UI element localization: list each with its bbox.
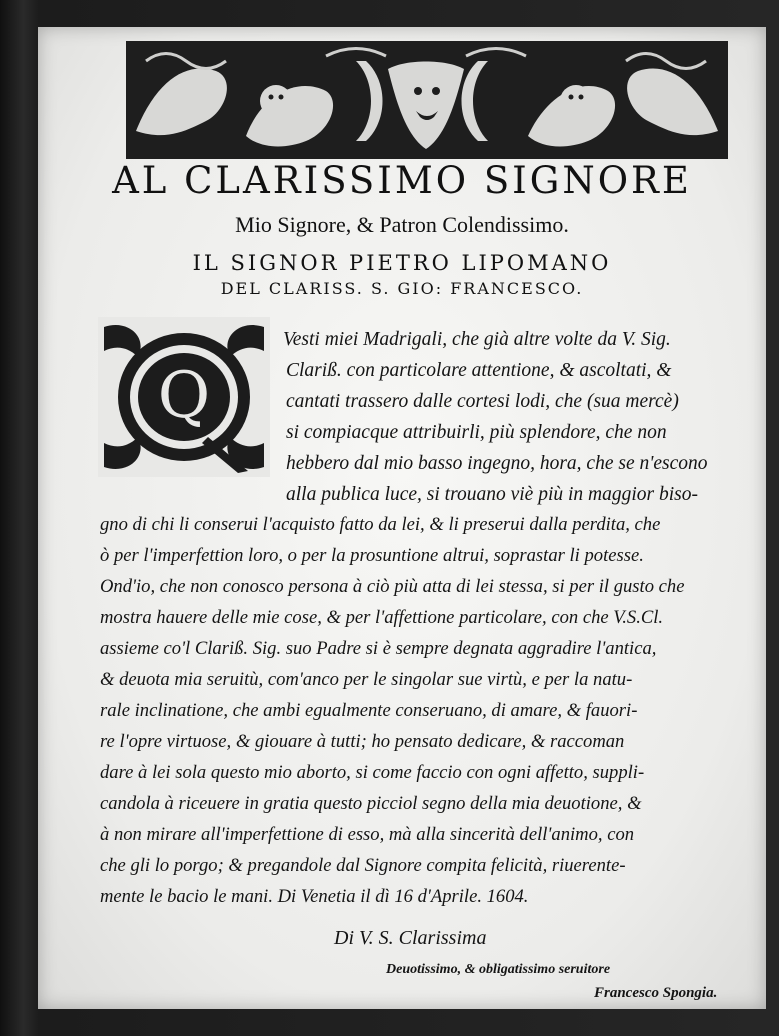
initial-letter: Q: [157, 359, 211, 433]
ornamental-headpiece: [126, 41, 728, 159]
body-line: Ond'io, che non conosco persona à ciò più atta di lei stessa, si per il gusto che: [100, 576, 685, 597]
body-line: & deuota mia seruitù, com'anco per le singolar sue virtù, e per la natu-: [100, 669, 633, 690]
body-line: rale inclinatione, che ambi egualmente conseruano, di amare, & fauori-: [100, 700, 638, 721]
dedication-subtitle: Mio Signore, & Patron Colendissimo.: [235, 212, 569, 237]
body-line: à non mirare all'imperfettione di esso, mà alla sincerità dell'animo, con: [100, 824, 635, 845]
body-line: si compiacque attribuirli, più splendore, che non: [286, 422, 667, 443]
document-page: [38, 27, 766, 1009]
body-line: Clariß. con particolare attentione, & ascoltati, &: [286, 360, 672, 381]
body-line: mente le bacio le mani. Di Venetia il dì 16 d'Aprile. 1604.: [100, 886, 529, 907]
body-line: gno di chi li conserui l'acquisto fatto da lei, & li preserui dalla perdita, che: [100, 514, 661, 535]
body-line: dare à lei sola questo mio aborto, si come faccio con ogni affetto, suppli-: [100, 762, 645, 783]
body-line: Vesti miei Madrigali, che già altre volte da V. Sig.: [283, 329, 671, 350]
closing-salutation: Di V. S. Clarissima: [334, 927, 487, 949]
body-line: re l'opre virtuose, & giouare à tutti; ho pensato dedicare, & raccoman: [100, 731, 625, 752]
recipient-name: IL SIGNOR PIETRO LIPOMANO: [192, 251, 612, 275]
dedication-title: AL CLARISSIMO SIGNORE: [112, 159, 692, 202]
signature: Francesco Spongia.: [594, 985, 718, 1001]
body-line: ò per l'imperfettion loro, o per la prosuntione altrui, soprastar li potesse.: [100, 545, 644, 566]
decorated-initial: [98, 317, 270, 477]
body-line: che gli lo porgo; & pregandole dal Signore compita felicità, riuerente-: [100, 855, 626, 876]
body-line: cantati trassero dalle cortesi lodi, che (sua mercè): [286, 391, 679, 412]
body-line: candola à riceuere in gratia questo picciol segno della mia deuotione, &: [100, 793, 642, 814]
body-line: alla publica luce, si trouano viè più in maggior biso-: [286, 484, 698, 505]
body-line: assieme co'l Clariß. Sig. suo Padre si è sempre degnata aggradire l'antica,: [100, 638, 657, 659]
recipient-lineage: DEL CLARISS. S. GIO: FRANCESCO.: [220, 279, 584, 298]
closing-servant: Deuotissimo, & obligatissimo seruitore: [386, 962, 611, 977]
body-line: mostra hauere delle mie cose, & per l'affettione particolare, con che V.S.Cl.: [100, 607, 664, 628]
body-line: hebbero dal mio basso ingegno, hora, che se n'escono: [286, 453, 708, 474]
